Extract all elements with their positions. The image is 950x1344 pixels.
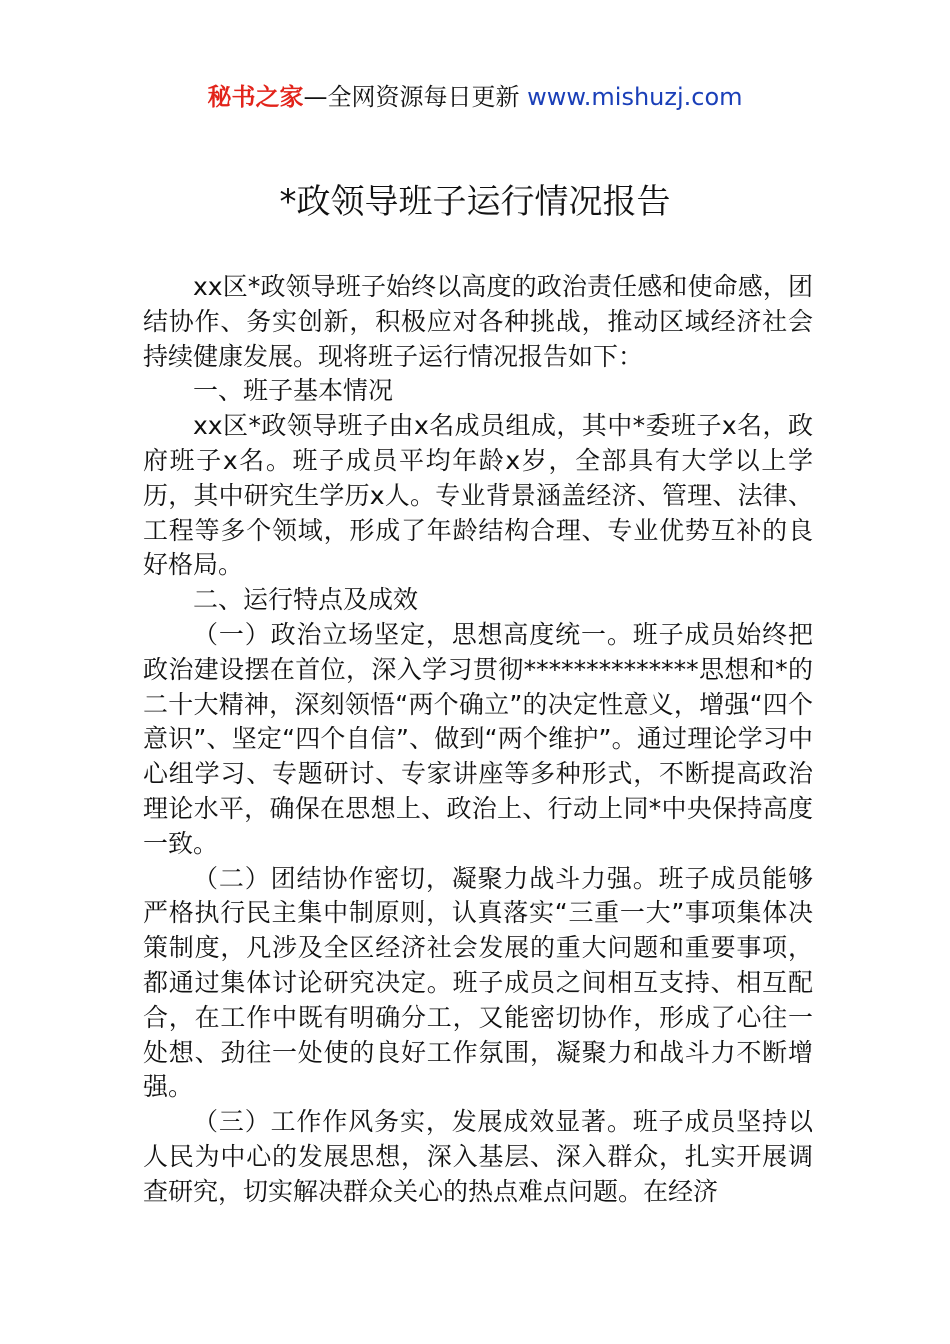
document-title: *政领导班子运行情况报告 bbox=[279, 182, 671, 222]
paragraph-basic-info: xx区*政领导班子由x名成员组成，其中*委班子x名，政府班子x名。班子成员平均年龄x岁，全部具有大学以上学历，其中研究生学历x人。专业背景涵盖经济、管理、法律、工程等多个领域，形成了年龄结构合理、专业优势互补的良好格局。 bbox=[143, 411, 813, 580]
paragraph-teamwork: （二）团结协作密切，凝聚力战斗力强。班子成员能够严格执行民主集中制原则，认真落实“三重一大”事项集体决策制度，凡涉及全区经济社会发展的重大问题和重要事项，都通过集体讨论研究决定。班子成员之间相互支持、相互配合，在工作中既有明确分工，又能密切协作，形成了心往一处想、劲往一处使的良好工作氛围，凝聚力和战斗力不断增强。 bbox=[143, 863, 813, 1102]
section-heading-features: 二、运行特点及成效 bbox=[193, 585, 419, 615]
paragraph-political-stance: （一）政治立场坚定，思想高度统一。班子成员始终把政治建设摆在首位，深入学习贯彻**************思想和*的二十大精神，深刻领悟“两个确立”的决定性意义，增强“四个意识”、坚定“四个自信”、做到“两个维护”。通过理论学习中心组学习、专题研讨、专家讲座等多种形式，不断提高政治理论水平，确保在思想上、政治上、行动上同*中央保持高度一致。 bbox=[143, 619, 813, 858]
site-header bbox=[0, 80, 950, 114]
paragraph-work-style: （三）工作作风务实，发展成效显著。班子成员坚持以人民为中心的发展思想，深入基层、深入群众，扎实开展调查研究，切实解决群众关心的热点难点问题。在经济 bbox=[143, 1107, 813, 1206]
site-url-link[interactable]: www.mishuzj.com bbox=[527, 83, 743, 111]
section-heading-basic-info: 一、班子基本情况 bbox=[193, 376, 394, 406]
site-name: 秘书之家 bbox=[207, 83, 304, 111]
site-tagline: —全网资源每日更新 bbox=[303, 83, 528, 111]
document-body bbox=[143, 270, 813, 1210]
paragraph-intro: xx区*政领导班子始终以高度的政治责任感和使命感，团结协作、务实创新，积极应对各种挑战，推动区域经济社会持续健康发展。现将班子运行情况报告如下： bbox=[143, 272, 813, 371]
